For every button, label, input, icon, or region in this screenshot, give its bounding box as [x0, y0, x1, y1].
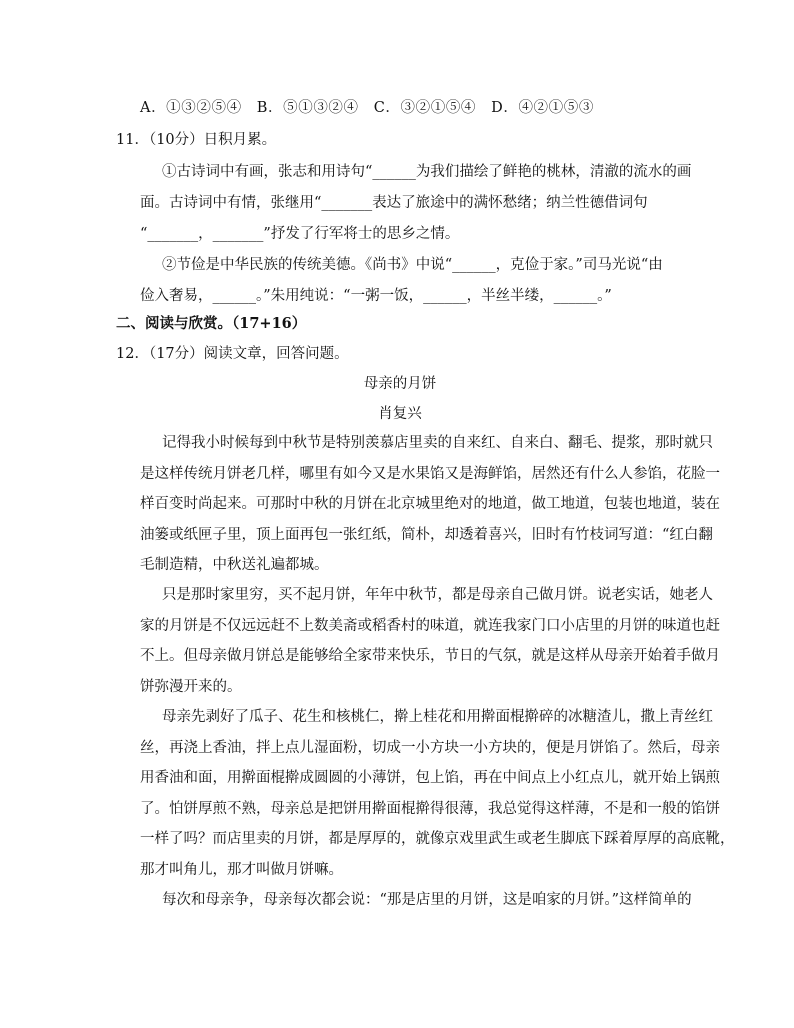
article-line: 是这样传统月饼老几样，哪里有如今又是水果馅又是海鲜馅，居然还有什么人参馅，花脸一 — [140, 466, 720, 482]
q11-line-2: 面。古诗词中有情，张继用“_______表达了旅途中的满怀愁绪；纳兰性德借词句 — [140, 195, 648, 211]
article-line: 样百变时尚起来。可那时中秋的月饼在北京城里绝对的地道，做工地道，包装也地道，装在 — [140, 496, 720, 512]
q11-line-5: 俭入奢易，______。”朱用纯说：“一粥一饭，______，半丝半缕，______。” — [140, 288, 612, 304]
article-line: 家的月饼是不仅远远赶不上数美斋或稻香村的味道，就连我家门口小店里的月饼的味道也赶 — [140, 618, 720, 634]
article-line: 了。怕饼厚煎不熟，母亲总是把饼用擀面棍擀得很薄，我总觉得这样薄，不是和一般的馅饼 — [140, 801, 720, 817]
article-line: 母亲先剥好了瓜子、花生和核桃仁，擀上桂花和用擀面棍擀碎的冰糖渣儿，撒上青丝红 — [162, 709, 713, 725]
article-line: 毛制造精，中秋送礼遍都城。 — [140, 557, 329, 573]
article-line: 记得我小时候每到中秋节是特别羡慕店里卖的自来红、自来白、翻毛、提浆，那时就只 — [162, 435, 713, 451]
q12-heading: 12．（17分）阅读文章，回答问题。 — [116, 346, 349, 362]
article-author: 肖复兴 — [378, 406, 422, 422]
article-line: 只是那时家里穷，买不起月饼，年年中秋节，都是母亲自己做月饼。说老实话，她老人 — [162, 587, 713, 603]
article-line: 那才叫角儿，那才叫做月饼嘛。 — [140, 862, 343, 878]
article-line: 饼弥漫开来的。 — [140, 679, 242, 695]
q11-line-1: ①古诗词中有画，张志和用诗句“______为我们描绘了鲜艳的桃林，清澈的流水的画 — [162, 164, 692, 180]
article-line: 每次和母亲争，母亲每次都会说：“那是店里的月饼，这是咱家的月饼。”这样简单的 — [162, 892, 692, 908]
article-line: 用香油和面，用擀面棍擀成圆圆的小薄饼，包上馅，再在中间点上小红点儿，就开始上锅煎 — [140, 770, 720, 786]
q10-options: A．①③②⑤④ B．⑤①③②④ C．③②①⑤④ D．④②①⑤③ — [140, 100, 594, 116]
q11-line-3: “_______，_______”抒发了行军将士的思乡之情。 — [140, 226, 460, 242]
q11-heading: 11．（10分）日积月累。 — [116, 132, 277, 148]
article-title: 母亲的月饼 — [363, 376, 437, 392]
article-line: 丝，再浇上香油，拌上点儿湿面粉，切成一小方块一小方块的，便是月饼馅了。然后，母亲 — [140, 740, 720, 756]
section-2-heading: 二、阅读与欣赏。（17+16） — [116, 315, 307, 332]
q11-line-4: ②节俭是中华民族的传统美德。《尚书》中说“______，克俭于家。”司马光说“由 — [162, 257, 663, 273]
article-line: 不上。但母亲做月饼总是能够给全家带来快乐，节日的气氛，就是这样从母亲开始着手做月 — [140, 648, 720, 664]
article-line: 油篓或纸匣子里，顶上面再包一张红纸，简朴，却透着喜兴，旧时有竹枝词写道：“红白翻 — [140, 527, 713, 543]
article-line: 一样了吗？而店里卖的月饼，都是厚厚的，就像京戏里武生或老生脚底下踩着厚厚的高底靴， — [140, 831, 735, 847]
